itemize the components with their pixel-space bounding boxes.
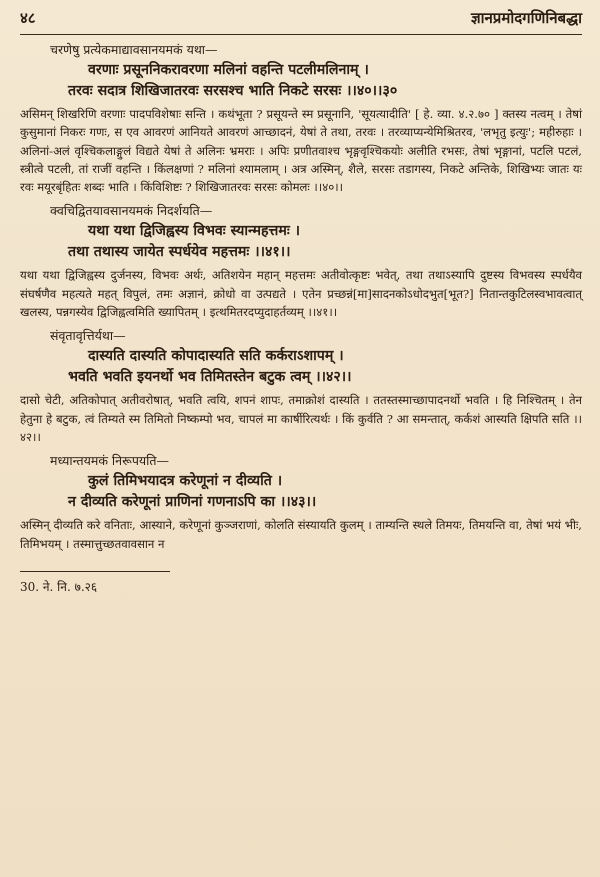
header-rule bbox=[20, 34, 582, 35]
verse-line: तथा तथास्य जायेत स्पर्धयेव महत्तमः ।।४१।। bbox=[68, 244, 291, 261]
section-intro: क्वचिद्वितयावसानयमकं निदर्शयति— bbox=[50, 203, 213, 219]
verse-line: तरवः सदात्र शिखिजातरवः सरसश्च भाति निकटे सरसः ।।४०।।३० bbox=[68, 83, 398, 99]
commentary: दासो चेटी, अतिकोपात् अतीवरोषात्, भवति त्वयि, शपनं शापः, तमाक्रोशं दास्यति । ततस्तस्माच्छापादनर्थो भवति । हि निश्चितम् । तेन हेतुना हे बटुक, त्वं तिम्यते स्म तिमितो निष्कम्पो भव, चापलं मा कार्षीरित्यर्थः । किं कुर्वति ? आ समन्तात्, कर्कशं आस्यति क्षिपति सति ।।४२।। bbox=[20, 393, 582, 444]
section-43 bbox=[20, 452, 582, 553]
verse-line: कुलं तिमिभयादत्र करेणूनां न दीव्यति । bbox=[88, 473, 283, 490]
section-41 bbox=[20, 202, 582, 321]
section-40 bbox=[20, 41, 582, 196]
verse-line: न दीव्यति करेणूनां प्राणिनां गणनाऽपि का ।।४३।। bbox=[68, 494, 317, 511]
verse-line: वरणाः प्रसूननिकरावरणा मलिनां वहन्ति पटलीमलिनाम् । bbox=[88, 62, 369, 78]
page-number: ४८ bbox=[20, 9, 36, 27]
footnote: 30. ने. नि. ७.२६ bbox=[20, 579, 98, 594]
commentary: असिमन् शिखरिणि वरणाः पादपविशेषाः सन्ति । कथंभूता ? प्रसूयन्ते स्म प्रसूनानि, 'सूयत्यादीति' [ हे. व्या. ४.२.७० ] क्तस्य नत्वम् । तेषां कुसुमानां निकरः गणः, स एव आवरणं आनियते आवरणं आच्छादनं, येषां ते तथा, तरवः । तरव्याप्यन्येमिश्रितरव, 'लभृतु इत्युः'; महीरुहाः । अलिनां-अलं वृश्चिकलाङ्गुलं विद्यते येषां ते अलिनः भ्रमराः । अपिः प्रणीतवाश्च भृङ्गवृश्चिकयोः अलीति रभसः, तेषां भृङ्गानां, पटलि पटलं, स्त्रीत्वे पटली, तां राजीं वहन्ति । किंलक्षणां ? मलिनां श्यामलाम् । अत्र अस्मिन्, शैले, सरसः तडागस्य, निकटे अन्तिके, शिखिभ्यः जातः यः रवः मयूरबृंहितः शब्दः भाति । किंविशिष्टः ? शिखिजातरवः सरसः कोमलः ।।४०।। bbox=[20, 107, 582, 195]
section-intro: चरणेषु प्रत्येकमाद्यावसानयमकं यथा— bbox=[50, 42, 218, 57]
footnote-rule bbox=[20, 571, 170, 572]
section-42 bbox=[20, 327, 582, 446]
running-title: ज्ञानप्रमोदगणिनिबद्धा bbox=[470, 9, 582, 27]
commentary: यथा यथा द्विजिह्वस्य दुर्जनस्य, विभवः अर्थः, अतिशयेन महान् महत्तमः अतीवोत्कृष्टः भवेत्, तथा तथाऽस्यापि दुष्टस्य विभवस्य स्पर्धयैव संघर्षणैव महत्यते महत् विपुलं, तमः अज्ञानं, क्रोधो वा उत्पद्यते । एतेन प्रच्छन्नं[मा]सादनकोऽधोदभुत[भूत?] नितान्तकुटिलस्वभावत्वात् खलस्य, पन्नगस्येव द्विजिह्वत्वमिति ख्यापितम् । इत्थमितरदप्युदाहर्तव्यम् ।।४१।। bbox=[20, 268, 582, 320]
verse-line: दास्यति दास्यति कोपादास्यति सति कर्कराऽशापम् । bbox=[88, 348, 344, 365]
commentary: अस्मिन् दीव्यति करे वनिताः, आस्याने, करेणूनां कुञ्जराणां, कोलति संस्यायति कुलम् । ताम्यन्ति स्थले तिमयः, तिमयन्ति वा, तेषां भयं भीः, तिमिभयम् । तस्मात्तुच्छतवावसान न bbox=[20, 518, 582, 551]
section-intro: संवृतावृत्तिर्यथा— bbox=[50, 328, 126, 344]
verse-line: यथा यथा द्विजिह्वस्य विभवः स्यान्महत्तमः । bbox=[88, 223, 301, 240]
verse-line: भवति भवति इयनर्थो भव तिमितस्तेन बटुक त्वम् ।।४२।। bbox=[68, 369, 352, 386]
section-intro: मध्यान्तयमकं निरूपयति— bbox=[50, 453, 170, 469]
page-header bbox=[20, 8, 582, 30]
